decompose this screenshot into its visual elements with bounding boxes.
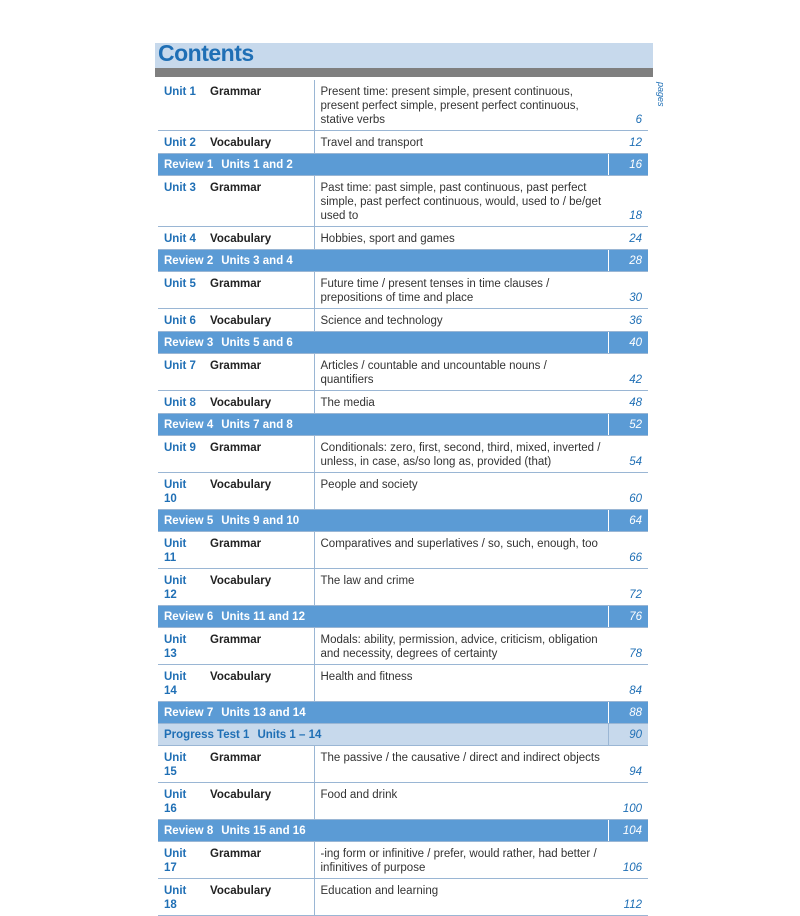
page-number: 64 bbox=[608, 510, 648, 532]
toc-unit-row bbox=[158, 227, 648, 250]
review-units: Units 11 and 12 bbox=[221, 611, 305, 623]
review-label: Review 7 bbox=[164, 707, 214, 719]
unit-description: Past time: past simple, past continuous, past perfect simple, past perfect continuous, would, used to / be/get used to bbox=[314, 176, 608, 227]
unit-type: Vocabulary bbox=[204, 473, 314, 510]
unit-number: Unit 11 bbox=[158, 532, 204, 569]
toc-unit-row bbox=[158, 391, 648, 414]
unit-type: Grammar bbox=[204, 272, 314, 309]
page-number: 42 bbox=[608, 354, 648, 391]
unit-type: Grammar bbox=[204, 354, 314, 391]
toc-review-row bbox=[158, 414, 648, 436]
unit-type: Grammar bbox=[204, 532, 314, 569]
page-number: 78 bbox=[608, 628, 648, 665]
review-units: Units 9 and 10 bbox=[221, 515, 300, 527]
unit-description: Education and learning bbox=[314, 879, 608, 916]
unit-type: Grammar bbox=[204, 436, 314, 473]
toc-unit-row bbox=[158, 309, 648, 332]
unit-number: Unit 3 bbox=[158, 176, 204, 227]
unit-description: Comparatives and superlatives / so, such, enough, too bbox=[314, 532, 608, 569]
unit-type: Grammar bbox=[204, 176, 314, 227]
unit-description: People and society bbox=[314, 473, 608, 510]
toc-review-row bbox=[158, 154, 648, 176]
unit-number: Unit 9 bbox=[158, 436, 204, 473]
review-label-cell bbox=[158, 510, 608, 532]
unit-number: Unit 17 bbox=[158, 842, 204, 879]
unit-type: Vocabulary bbox=[204, 391, 314, 414]
contents-table bbox=[158, 80, 648, 916]
toc-review-row bbox=[158, 606, 648, 628]
progress-label: Progress Test 1 bbox=[164, 729, 250, 741]
page-number: 72 bbox=[608, 569, 648, 606]
page-number: 112 bbox=[608, 879, 648, 916]
unit-description: The passive / the causative / direct and indirect objects bbox=[314, 746, 608, 783]
review-label-cell bbox=[158, 606, 608, 628]
contents-header bbox=[155, 40, 653, 68]
toc-unit-row bbox=[158, 473, 648, 510]
toc-unit-row bbox=[158, 628, 648, 665]
unit-type: Grammar bbox=[204, 842, 314, 879]
toc-unit-row bbox=[158, 176, 648, 227]
review-label: Review 6 bbox=[164, 611, 214, 623]
unit-type: Grammar bbox=[204, 628, 314, 665]
unit-number: Unit 14 bbox=[158, 665, 204, 702]
review-label: Review 5 bbox=[164, 515, 214, 527]
toc-unit-row bbox=[158, 665, 648, 702]
page-number: 104 bbox=[608, 820, 648, 842]
unit-number: Unit 18 bbox=[158, 879, 204, 916]
header-rule bbox=[155, 68, 653, 77]
unit-description: Travel and transport bbox=[314, 131, 608, 154]
review-label: Review 8 bbox=[164, 825, 214, 837]
unit-description: Health and fitness bbox=[314, 665, 608, 702]
page-number: 54 bbox=[608, 436, 648, 473]
unit-description: -ing form or infinitive / prefer, would rather, had better / infinitives of purpose bbox=[314, 842, 608, 879]
toc-unit-row bbox=[158, 783, 648, 820]
unit-number: Unit 6 bbox=[158, 309, 204, 332]
page-number: 36 bbox=[608, 309, 648, 332]
toc-review-row bbox=[158, 250, 648, 272]
unit-number: Unit 13 bbox=[158, 628, 204, 665]
page-number: 76 bbox=[608, 606, 648, 628]
review-label-cell bbox=[158, 820, 608, 842]
review-units: Units 1 and 2 bbox=[221, 159, 293, 171]
unit-description: Future time / present tenses in time clauses / prepositions of time and place bbox=[314, 272, 608, 309]
review-units: Units 7 and 8 bbox=[221, 419, 293, 431]
page-number: 6 bbox=[608, 80, 648, 131]
toc-unit-row bbox=[158, 436, 648, 473]
toc-unit-row bbox=[158, 272, 648, 309]
page-number: 52 bbox=[608, 414, 648, 436]
review-units: Units 13 and 14 bbox=[221, 707, 306, 719]
page-number: 30 bbox=[608, 272, 648, 309]
toc-unit-row bbox=[158, 569, 648, 606]
unit-description: The media bbox=[314, 391, 608, 414]
page-number: 90 bbox=[608, 724, 648, 746]
unit-number: Unit 8 bbox=[158, 391, 204, 414]
page-number: 94 bbox=[608, 746, 648, 783]
unit-type: Vocabulary bbox=[204, 227, 314, 250]
unit-number: Unit 4 bbox=[158, 227, 204, 250]
unit-type: Grammar bbox=[204, 80, 314, 131]
unit-type: Vocabulary bbox=[204, 783, 314, 820]
unit-description: Hobbies, sport and games bbox=[314, 227, 608, 250]
page-number: 84 bbox=[608, 665, 648, 702]
unit-description: Food and drink bbox=[314, 783, 608, 820]
pages-side-label: pages bbox=[656, 82, 666, 107]
page-number: 40 bbox=[608, 332, 648, 354]
review-label: Review 4 bbox=[164, 419, 214, 431]
unit-number: Unit 1 bbox=[158, 80, 204, 131]
toc-unit-row bbox=[158, 80, 648, 131]
review-units: Units 15 and 16 bbox=[221, 825, 306, 837]
unit-number: Unit 10 bbox=[158, 473, 204, 510]
unit-description: Modals: ability, permission, advice, criticism, obligation and necessity, degrees of certainty bbox=[314, 628, 608, 665]
toc-unit-row bbox=[158, 879, 648, 916]
review-units: Units 5 and 6 bbox=[221, 337, 293, 349]
page-number: 66 bbox=[608, 532, 648, 569]
toc-unit-row bbox=[158, 131, 648, 154]
review-label-cell bbox=[158, 250, 608, 272]
unit-number: Unit 5 bbox=[158, 272, 204, 309]
toc-review-row bbox=[158, 510, 648, 532]
page-number: 106 bbox=[608, 842, 648, 879]
toc-unit-row bbox=[158, 746, 648, 783]
progress-label-cell bbox=[158, 724, 608, 746]
page-number: 16 bbox=[608, 154, 648, 176]
toc-unit-row bbox=[158, 354, 648, 391]
unit-type: Grammar bbox=[204, 746, 314, 783]
page-number: 18 bbox=[608, 176, 648, 227]
unit-number: Unit 15 bbox=[158, 746, 204, 783]
unit-description: Present time: present simple, present continuous, present perfect simple, present perfect continuous, stative verbs bbox=[314, 80, 608, 131]
unit-description: The law and crime bbox=[314, 569, 608, 606]
unit-type: Vocabulary bbox=[204, 131, 314, 154]
page-number: 48 bbox=[608, 391, 648, 414]
toc-progress-test-row bbox=[158, 724, 648, 746]
toc-review-row bbox=[158, 332, 648, 354]
unit-type: Vocabulary bbox=[204, 665, 314, 702]
toc-review-row bbox=[158, 820, 648, 842]
review-label-cell bbox=[158, 154, 608, 176]
unit-type: Vocabulary bbox=[204, 879, 314, 916]
unit-number: Unit 12 bbox=[158, 569, 204, 606]
unit-description: Science and technology bbox=[314, 309, 608, 332]
page-number: 24 bbox=[608, 227, 648, 250]
page-number: 28 bbox=[608, 250, 648, 272]
review-label-cell bbox=[158, 414, 608, 436]
toc-unit-row bbox=[158, 842, 648, 879]
page-number: 88 bbox=[608, 702, 648, 724]
progress-units: Units 1 – 14 bbox=[257, 729, 322, 741]
unit-type: Vocabulary bbox=[204, 569, 314, 606]
unit-type: Vocabulary bbox=[204, 309, 314, 332]
review-units: Units 3 and 4 bbox=[221, 255, 293, 267]
review-label: Review 3 bbox=[164, 337, 214, 349]
unit-number: Unit 16 bbox=[158, 783, 204, 820]
unit-number: Unit 2 bbox=[158, 131, 204, 154]
page-title: Contents bbox=[158, 40, 254, 66]
review-label-cell bbox=[158, 702, 608, 724]
unit-description: Conditionals: zero, first, second, third, mixed, inverted / unless, in case, as/so long as, provided (that) bbox=[314, 436, 608, 473]
unit-number: Unit 7 bbox=[158, 354, 204, 391]
toc-unit-row bbox=[158, 532, 648, 569]
page-number: 60 bbox=[608, 473, 648, 510]
toc-review-row bbox=[158, 702, 648, 724]
review-label: Review 1 bbox=[164, 159, 214, 171]
unit-description: Articles / countable and uncountable nouns / quantifiers bbox=[314, 354, 608, 391]
review-label: Review 2 bbox=[164, 255, 214, 267]
page-number: 100 bbox=[608, 783, 648, 820]
page-number: 12 bbox=[608, 131, 648, 154]
review-label-cell bbox=[158, 332, 608, 354]
